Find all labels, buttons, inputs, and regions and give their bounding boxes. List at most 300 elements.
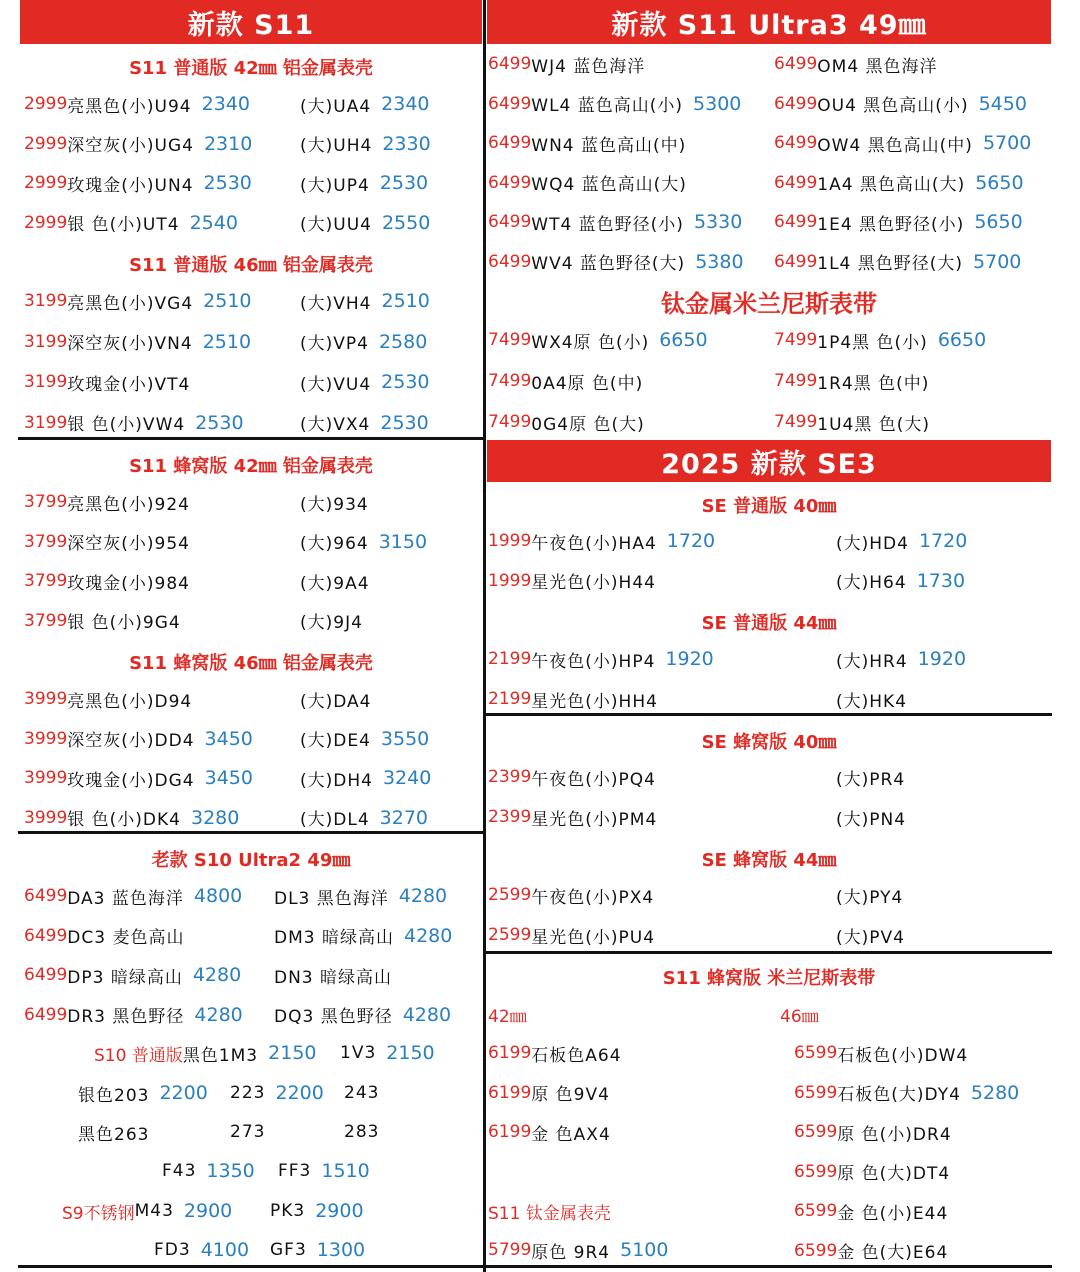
price: 6499 bbox=[24, 925, 68, 946]
center-divider bbox=[483, 0, 486, 1272]
model: OW4 黑色高山(中) bbox=[817, 135, 973, 156]
price: 6499 bbox=[774, 133, 818, 153]
value: 4280 bbox=[402, 1003, 452, 1026]
value: 4800 bbox=[193, 885, 243, 907]
price: 6499 bbox=[488, 93, 532, 114]
row-left bbox=[488, 206, 742, 238]
value: 2310 bbox=[203, 132, 253, 155]
value: 2510 bbox=[203, 290, 252, 312]
row-right bbox=[774, 324, 986, 356]
price: 2599 bbox=[488, 925, 532, 945]
model: 亮黑色(小)924 bbox=[67, 494, 190, 515]
price: 6499 bbox=[24, 1004, 68, 1025]
model: 星光色(小)HH4 bbox=[531, 691, 658, 712]
model: 深空灰(小)VN4 bbox=[67, 334, 193, 354]
model: 深空灰(小)UG4 bbox=[67, 136, 194, 156]
row-small bbox=[24, 683, 202, 715]
price: 3999 bbox=[24, 689, 68, 709]
price: 7499 bbox=[488, 330, 532, 350]
model: 黑色1M3 bbox=[182, 1045, 259, 1066]
model: PK3 bbox=[270, 1201, 306, 1221]
value: 5330 bbox=[693, 211, 743, 233]
model: (大)9A4 bbox=[300, 573, 370, 594]
s9-b bbox=[270, 1195, 364, 1227]
section-title: SE 普通版 44㎜ bbox=[701, 613, 837, 634]
model: OU4 黑色高山(小) bbox=[817, 96, 969, 116]
row-46 bbox=[794, 1156, 960, 1188]
model: (大)VU4 bbox=[300, 374, 372, 395]
model: 金 色AX4 bbox=[531, 1124, 611, 1145]
row-small bbox=[488, 919, 665, 951]
price: 7499 bbox=[774, 371, 818, 391]
price: 2399 bbox=[488, 767, 532, 787]
row-small bbox=[488, 879, 664, 911]
row-42 bbox=[488, 1037, 632, 1069]
price: 3799 bbox=[24, 492, 68, 512]
value: 2510 bbox=[381, 290, 430, 312]
model: 1U4黑 色(大) bbox=[817, 414, 931, 435]
row-small bbox=[24, 167, 252, 199]
model: 1E4 黑色野径(小) bbox=[817, 214, 965, 235]
row-46 bbox=[794, 1037, 978, 1069]
row-big bbox=[300, 605, 373, 637]
row-big bbox=[300, 683, 382, 715]
model: 0A4原 色(中) bbox=[531, 373, 644, 394]
row-big bbox=[300, 285, 430, 317]
model: (大)HD4 bbox=[836, 533, 909, 554]
price: 1999 bbox=[488, 531, 532, 551]
price: 6499 bbox=[488, 172, 532, 193]
price: 3199 bbox=[24, 291, 68, 311]
model: 石板色(大)DY4 bbox=[837, 1085, 961, 1105]
banner-se3: 2025 新款 SE3 bbox=[487, 440, 1051, 482]
label: S9不锈钢 bbox=[62, 1203, 135, 1224]
row-46 bbox=[794, 1235, 958, 1267]
model: 金 色(大)E64 bbox=[837, 1243, 949, 1263]
row-small bbox=[24, 959, 241, 991]
model: 玫瑰金(小)UN4 bbox=[67, 175, 194, 196]
row-small bbox=[24, 802, 239, 834]
model: 午夜色(小)HA4 bbox=[531, 533, 657, 554]
value: 3450 bbox=[204, 727, 253, 750]
price: 1999 bbox=[488, 570, 532, 591]
model: 星光色(小)PM4 bbox=[531, 809, 658, 830]
row-big bbox=[274, 920, 452, 952]
price: 3199 bbox=[24, 331, 68, 352]
row-small bbox=[488, 683, 668, 715]
s9-a bbox=[62, 1195, 232, 1227]
value: 4280 bbox=[398, 885, 448, 907]
section-title: S11 蜂窝版 米兰尼斯表带 bbox=[662, 968, 876, 989]
row-46 bbox=[794, 1077, 1019, 1109]
value: 1920 bbox=[665, 648, 714, 670]
model: (大)UA4 bbox=[300, 96, 372, 117]
model: (大)PR4 bbox=[836, 769, 906, 790]
price: 3999 bbox=[24, 768, 68, 788]
model: 黑色263 bbox=[78, 1124, 150, 1145]
model: 223 bbox=[230, 1083, 266, 1103]
model: 玫瑰金(小)DG4 bbox=[67, 770, 195, 791]
value: 6650 bbox=[937, 329, 987, 351]
model: 玫瑰金(小)984 bbox=[67, 573, 190, 594]
section-title: 老款 S10 Ultra2 49㎜ bbox=[151, 850, 351, 871]
value: 4280 bbox=[403, 924, 453, 947]
model: F43 bbox=[162, 1161, 197, 1181]
row-big bbox=[300, 88, 430, 120]
model: DP3 暗绿高山 bbox=[67, 967, 183, 988]
row-big bbox=[274, 959, 402, 991]
row-left bbox=[488, 324, 708, 356]
price: 6499 bbox=[24, 965, 68, 985]
row-big bbox=[300, 326, 427, 358]
f-a bbox=[162, 1155, 255, 1187]
ti-title bbox=[488, 1195, 611, 1227]
price: 6499 bbox=[774, 93, 818, 114]
model: WJ4 蓝色海洋 bbox=[531, 56, 646, 77]
model: WN4 蓝色高山(中) bbox=[531, 135, 687, 156]
value: 2530 bbox=[195, 411, 244, 434]
row-46 bbox=[794, 1195, 958, 1227]
model: 午夜色(小)PQ4 bbox=[531, 769, 656, 790]
value: 3240 bbox=[382, 767, 432, 789]
model: (大)VP4 bbox=[300, 334, 369, 354]
value: 2150 bbox=[268, 1042, 317, 1064]
model: WL4 蓝色高山(小) bbox=[531, 96, 684, 116]
row-left bbox=[488, 48, 655, 80]
row-right bbox=[774, 406, 940, 438]
row-big bbox=[300, 128, 431, 160]
model: WX4原 色(小) bbox=[531, 332, 650, 353]
price: 7499 bbox=[774, 412, 818, 432]
value: 1730 bbox=[916, 569, 966, 592]
model: WQ4 蓝色高山(大) bbox=[531, 175, 687, 195]
value: 2530 bbox=[203, 172, 252, 194]
price: 3199 bbox=[24, 372, 68, 392]
price: 6499 bbox=[488, 251, 532, 272]
row-small bbox=[24, 565, 200, 597]
model: (大)H64 bbox=[836, 573, 907, 593]
row-big bbox=[300, 723, 429, 755]
price: 2599 bbox=[488, 885, 532, 905]
f-b bbox=[278, 1155, 370, 1187]
size-label: 46㎜ bbox=[780, 1006, 819, 1027]
value: 2330 bbox=[382, 132, 431, 155]
row-big bbox=[836, 801, 916, 833]
row-big bbox=[836, 525, 967, 557]
value: 5100 bbox=[620, 1239, 669, 1261]
model: (大)VX4 bbox=[300, 415, 371, 435]
model: (大)PV4 bbox=[836, 927, 905, 948]
row-big bbox=[300, 167, 428, 199]
row-big bbox=[274, 999, 451, 1031]
row-right bbox=[774, 127, 1031, 159]
price: 6199 bbox=[488, 1082, 532, 1103]
model: DQ3 黑色野径 bbox=[274, 1007, 393, 1027]
row-right bbox=[774, 88, 1027, 120]
price: 2399 bbox=[488, 807, 532, 827]
model: M43 bbox=[134, 1201, 174, 1221]
model: 273 bbox=[230, 1122, 266, 1142]
right-divider-2 bbox=[484, 951, 1052, 954]
price: 6599 bbox=[794, 1161, 838, 1182]
model: (大)HR4 bbox=[836, 651, 908, 672]
row-right bbox=[774, 48, 948, 80]
price: 6599 bbox=[794, 1201, 838, 1221]
price: 6599 bbox=[794, 1122, 838, 1142]
model: 银色203 bbox=[78, 1085, 150, 1106]
row-big bbox=[300, 802, 428, 834]
price: 6499 bbox=[774, 172, 818, 193]
row-right bbox=[774, 246, 1021, 278]
row-small bbox=[488, 565, 666, 597]
value: 1720 bbox=[918, 530, 968, 552]
model: 石板色(小)DW4 bbox=[837, 1045, 969, 1066]
row-big bbox=[300, 486, 379, 518]
row-big bbox=[300, 366, 430, 398]
model: 原 色(大)DT4 bbox=[837, 1164, 951, 1184]
model: (大)UU4 bbox=[300, 215, 372, 235]
value: 2340 bbox=[201, 93, 250, 115]
row-left bbox=[488, 365, 653, 397]
section-title: S11 普通版 46㎜ 铝金属表壳 bbox=[129, 255, 373, 276]
model: DR3 黑色野径 bbox=[67, 1007, 185, 1027]
price: 3799 bbox=[24, 610, 68, 631]
row-42 bbox=[488, 1116, 621, 1148]
model: (大)PY4 bbox=[836, 887, 904, 908]
model: 深空灰(小)954 bbox=[67, 534, 190, 554]
model: (大)DE4 bbox=[300, 731, 371, 751]
value: 2580 bbox=[378, 330, 428, 353]
price: 2199 bbox=[488, 689, 532, 709]
model: OM4 黑色海洋 bbox=[817, 56, 938, 77]
model: (大)934 bbox=[300, 494, 369, 515]
model: (大)HK4 bbox=[836, 691, 908, 712]
value: 5450 bbox=[978, 92, 1027, 115]
model: 亮黑色(小)VG4 bbox=[67, 293, 194, 314]
model: 金 色(小)E44 bbox=[837, 1203, 949, 1224]
row-small bbox=[24, 88, 250, 120]
model: 石板色A64 bbox=[531, 1045, 622, 1066]
price: 2199 bbox=[488, 649, 532, 669]
row-small bbox=[24, 762, 253, 794]
fd-b bbox=[270, 1234, 365, 1266]
price: 3999 bbox=[24, 728, 68, 749]
row-small bbox=[488, 801, 667, 833]
model: (大)UP4 bbox=[300, 175, 370, 196]
row-small bbox=[24, 285, 252, 317]
model: GF3 bbox=[270, 1240, 307, 1260]
value: 3270 bbox=[379, 806, 429, 829]
value: 5650 bbox=[975, 171, 1024, 194]
section-title: SE 蜂窝版 44㎜ bbox=[701, 850, 837, 871]
row-big bbox=[274, 880, 447, 912]
row-big bbox=[300, 565, 380, 597]
value: 3550 bbox=[380, 727, 430, 750]
model: DL3 黑色海洋 bbox=[274, 888, 389, 909]
row-big bbox=[836, 643, 966, 675]
value: 2540 bbox=[189, 211, 238, 234]
model: WV4 蓝色野径(大) bbox=[531, 254, 686, 274]
value: 5700 bbox=[982, 132, 1032, 154]
price: 6499 bbox=[774, 212, 818, 232]
row-small bbox=[24, 920, 194, 952]
model: WT4 蓝色野径(小) bbox=[531, 214, 684, 235]
section-title: 钛金属米兰尼斯表带 bbox=[661, 290, 877, 318]
model: 1V3 bbox=[340, 1043, 377, 1063]
row-big bbox=[300, 207, 430, 239]
model: FD3 bbox=[154, 1240, 191, 1260]
value: 1350 bbox=[206, 1160, 255, 1182]
model: 1A4 黑色高山(大) bbox=[817, 175, 966, 195]
model: DN3 暗绿高山 bbox=[274, 967, 393, 988]
model: (大)DL4 bbox=[300, 810, 370, 830]
model: 1P4黑 色(小) bbox=[817, 332, 928, 353]
section-title: S11 蜂窝版 42㎜ 铝金属表壳 bbox=[129, 456, 373, 477]
value: 3280 bbox=[191, 806, 240, 829]
row-small bbox=[24, 605, 191, 637]
row-big bbox=[300, 526, 427, 558]
value: 5280 bbox=[970, 1081, 1020, 1104]
value: 1720 bbox=[666, 530, 716, 552]
model: (大)UH4 bbox=[300, 136, 373, 156]
row-small bbox=[24, 326, 251, 358]
value: 2150 bbox=[386, 1042, 435, 1064]
value: 3150 bbox=[378, 530, 428, 553]
s10-normal-a bbox=[94, 1037, 317, 1069]
section-title: S11 蜂窝版 46㎜ 铝金属表壳 bbox=[129, 653, 373, 674]
value: 1920 bbox=[917, 648, 967, 670]
price: 6599 bbox=[794, 1043, 838, 1063]
label: S11 钛金属表壳 bbox=[488, 1203, 611, 1224]
black-a bbox=[78, 1116, 149, 1148]
row-small bbox=[24, 486, 200, 518]
price: 2999 bbox=[24, 173, 68, 193]
value: 2900 bbox=[315, 1200, 364, 1222]
black-c bbox=[344, 1116, 379, 1148]
price: 6599 bbox=[794, 1082, 838, 1103]
value: 5650 bbox=[974, 211, 1023, 233]
model: (大)PN4 bbox=[836, 809, 907, 830]
value: 5700 bbox=[973, 250, 1022, 273]
price: 6199 bbox=[488, 1122, 532, 1142]
price: 6499 bbox=[488, 212, 532, 232]
price: 3799 bbox=[24, 571, 68, 591]
value: 2900 bbox=[183, 1200, 233, 1222]
silver-a bbox=[78, 1077, 208, 1109]
model: 午夜色(小)HP4 bbox=[531, 651, 656, 672]
model: 0G4原 色(大) bbox=[531, 414, 645, 435]
row-big bbox=[300, 762, 431, 794]
model: FF3 bbox=[278, 1161, 312, 1181]
section-title: SE 普通版 40㎜ bbox=[701, 496, 837, 517]
row-big bbox=[836, 879, 913, 911]
model: 银 色(小)UT4 bbox=[67, 215, 180, 235]
banner-ultra3: 新款 S11 Ultra3 49㎜ bbox=[487, 0, 1051, 44]
price: 6499 bbox=[488, 54, 532, 74]
model: 原 色9V4 bbox=[531, 1085, 610, 1105]
row-small bbox=[24, 526, 200, 558]
row-left bbox=[488, 167, 697, 199]
model: (大)DH4 bbox=[300, 770, 373, 791]
model: 玫瑰金(小)VT4 bbox=[67, 374, 191, 395]
model: 亮黑色(小)D94 bbox=[67, 691, 193, 712]
s10-normal-b bbox=[340, 1037, 435, 1069]
row-small bbox=[24, 723, 253, 755]
row-small bbox=[488, 525, 715, 557]
price: 6499 bbox=[488, 133, 532, 153]
model: 1R4黑 色(中) bbox=[817, 373, 930, 394]
value: 1300 bbox=[316, 1239, 366, 1261]
price: 3799 bbox=[24, 531, 68, 552]
row-right bbox=[774, 206, 1023, 238]
model: 243 bbox=[344, 1083, 380, 1103]
row-big bbox=[836, 683, 917, 715]
section-title: SE 蜂窝版 40㎜ bbox=[701, 732, 837, 753]
model: 1L4 黑色野径(大) bbox=[817, 254, 964, 274]
model: DA3 蓝色海洋 bbox=[67, 888, 184, 909]
price: 6599 bbox=[794, 1240, 838, 1261]
section-title: S11 普通版 42㎜ 铝金属表壳 bbox=[129, 58, 373, 79]
value: 3450 bbox=[204, 767, 253, 789]
row-big bbox=[836, 761, 915, 793]
model: 亮黑色(小)U94 bbox=[67, 96, 192, 117]
model: (大)964 bbox=[300, 534, 369, 554]
model: 午夜色(小)PX4 bbox=[531, 887, 655, 908]
price: 6199 bbox=[488, 1043, 532, 1063]
model: 星光色(小)PU4 bbox=[531, 927, 656, 948]
row-46 bbox=[794, 1116, 962, 1148]
price: 6499 bbox=[24, 886, 68, 906]
value: 2530 bbox=[381, 371, 430, 393]
row-small bbox=[24, 366, 200, 398]
model: (大)9J4 bbox=[300, 613, 363, 633]
price: 2999 bbox=[24, 133, 68, 154]
price: 5799 bbox=[488, 1240, 532, 1260]
price: 7499 bbox=[774, 330, 818, 350]
value: 2200 bbox=[275, 1082, 324, 1104]
ti-row bbox=[488, 1234, 668, 1266]
row-42 bbox=[488, 1077, 620, 1109]
model: 银 色(小)VW4 bbox=[67, 415, 186, 435]
model: 283 bbox=[344, 1122, 380, 1142]
price: 3999 bbox=[24, 807, 68, 828]
price: 3199 bbox=[24, 412, 68, 433]
price: 7499 bbox=[488, 371, 532, 391]
silver-b bbox=[230, 1077, 324, 1109]
row-left bbox=[488, 246, 744, 278]
size-42 bbox=[488, 998, 527, 1030]
row-big bbox=[300, 407, 429, 439]
row-left bbox=[488, 127, 696, 159]
price: 6499 bbox=[774, 54, 818, 74]
price: 2999 bbox=[24, 94, 68, 114]
value: 2530 bbox=[379, 172, 429, 194]
row-small bbox=[488, 761, 666, 793]
model: 原色 9R4 bbox=[531, 1242, 611, 1263]
row-small bbox=[24, 128, 252, 160]
row-left bbox=[488, 88, 741, 120]
size-label: 42㎜ bbox=[488, 1006, 527, 1027]
silver-c bbox=[344, 1077, 379, 1109]
row-small bbox=[24, 880, 242, 912]
model: 深空灰(小)DD4 bbox=[67, 731, 195, 751]
banner-s11: 新款 S11 bbox=[20, 0, 482, 44]
model: 星光色(小)H44 bbox=[531, 573, 656, 593]
value: 4100 bbox=[200, 1239, 250, 1261]
model: 银 色(小)9G4 bbox=[67, 613, 181, 633]
value: 4280 bbox=[192, 964, 242, 986]
row-left bbox=[488, 406, 655, 438]
